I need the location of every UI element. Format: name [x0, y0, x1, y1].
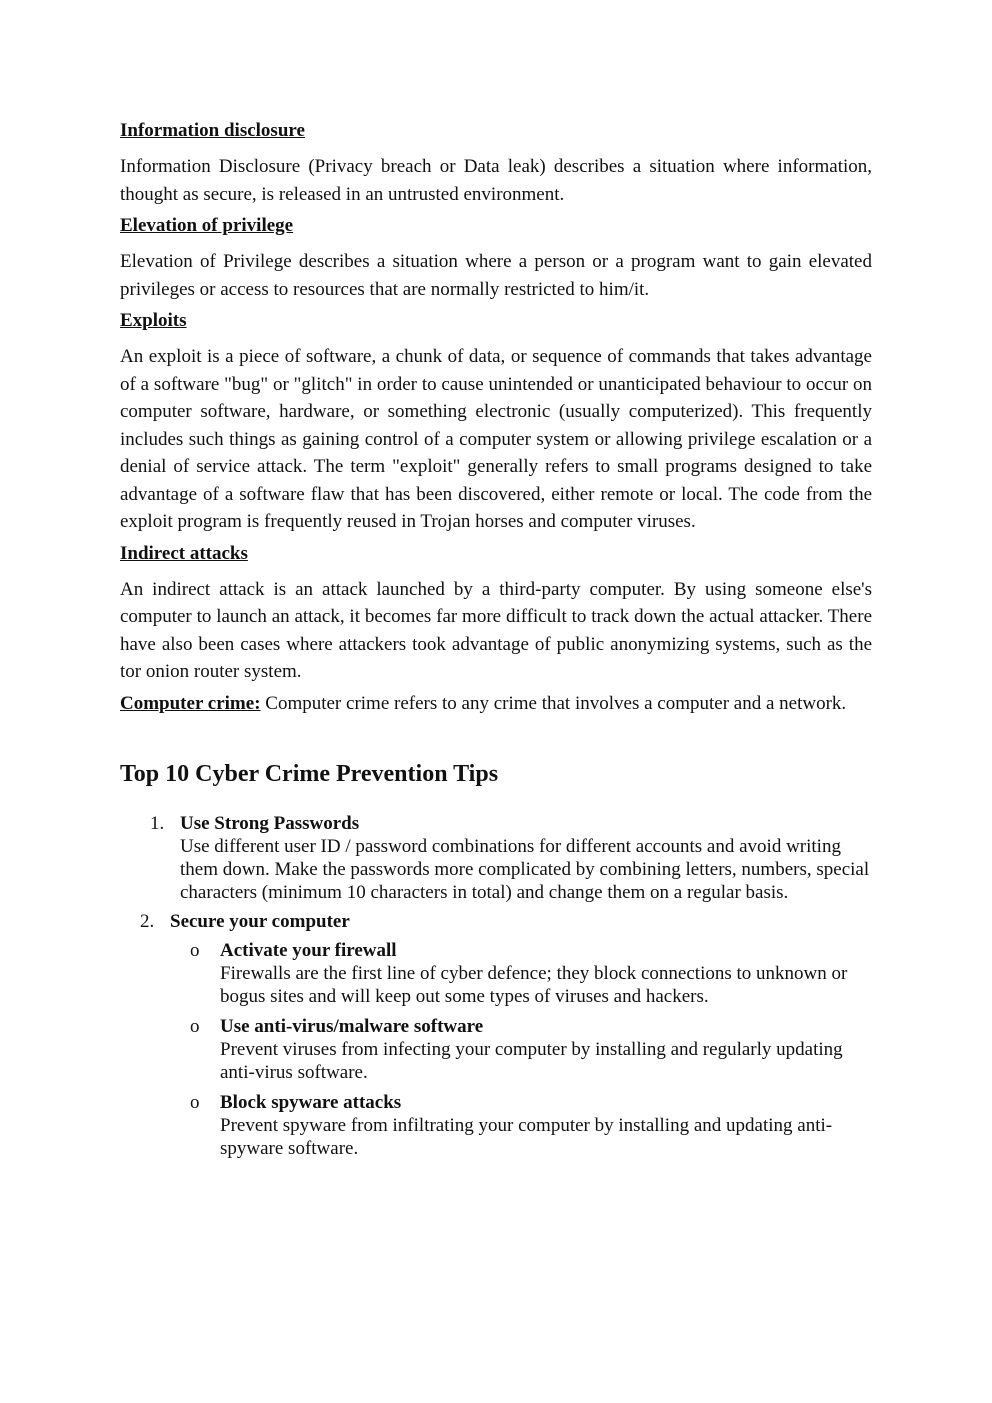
computer-crime-paragraph — [120, 692, 872, 716]
subitem-title: Use anti-virus/malware software — [220, 1015, 484, 1037]
bullet-icon: o — [190, 1015, 200, 1037]
subitem-title: Activate your firewall — [220, 939, 397, 961]
tip-number: 1. — [150, 812, 165, 834]
computer-crime-text: Computer crime refers to any crime that involves a computer and a network. — [260, 692, 847, 714]
tip-subitem — [120, 1015, 872, 1084]
tip-title: Use Strong Passwords — [180, 812, 360, 834]
subitem-body: Firewalls are the first line of cyber defence; they block connections to unknown or bogus sites and will keep out some types of viruses and hackers. — [220, 962, 848, 1007]
subitem-title: Block spyware attacks — [220, 1091, 402, 1113]
heading-exploits: Exploits — [120, 310, 187, 331]
paragraph-elevation-of-privilege: Elevation of Privilege describes a situation where a person or a program want to gain elevated privileges or access to resources that are normally restricted to him/it. — [120, 251, 872, 300]
bullet-icon: o — [190, 939, 200, 961]
heading-indirect-attacks: Indirect attacks — [120, 542, 248, 564]
tip-subitem — [120, 1091, 872, 1160]
tip-number: 2. — [140, 910, 155, 932]
tip-title: Secure your computer — [170, 910, 350, 932]
paragraph-exploits: An exploit is a piece of software, a chunk of data, or sequence of commands that takes advantage of a software "bug" or "glitch" in order to cause unintended or unanticipated behaviour to occur on computer software, hardware, or something electronic (usually computerized). This frequently includes such things as gaining control of a computer system or allowing privilege escalation or a denial of service attack. The term "exploit" generally refers to small programs designed to take advantage of a software flaw that has been discovered, either remote or local. The code from the exploit program is frequently reused in Trojan horses and computer viruses. — [120, 346, 872, 532]
paragraph-indirect-attacks: An indirect attack is an attack launched by a third-party computer. By using someone else's computer to launch an attack, it becomes far more difficult to track down the actual attacker. There have also been cases where attackers took advantage of public anonymizing systems, such as the tor onion router system. — [120, 578, 872, 682]
tip-item — [120, 910, 872, 933]
heading-information-disclosure: Information disclosure — [120, 120, 305, 141]
tip-body: Use different user ID / password combinations for different accounts and avoid writing them down. Make the passwords more complicated by combining letters, numbers, special characters (minimum 10 characters in total) and change them on a regular basis. — [180, 835, 870, 903]
tip-subitem — [120, 939, 872, 1008]
tips-title: Top 10 Cyber Crime Prevention Tips — [120, 760, 499, 787]
tip-item — [120, 812, 872, 904]
computer-crime-label: Computer crime: — [120, 692, 261, 714]
subitem-body: Prevent spyware from infiltrating your computer by installing and updating anti-spyware software. — [220, 1114, 833, 1159]
paragraph-information-disclosure: Information Disclosure (Privacy breach or Data leak) describes a situation where information, thought as secure, is released in an untrusted environment. — [120, 156, 872, 205]
bullet-icon: o — [190, 1091, 200, 1113]
subitem-body: Prevent viruses from infecting your computer by installing and regularly updating anti-virus software. — [220, 1038, 843, 1083]
heading-elevation-of-privilege: Elevation of privilege — [120, 215, 294, 236]
page-content — [120, 118, 872, 1160]
